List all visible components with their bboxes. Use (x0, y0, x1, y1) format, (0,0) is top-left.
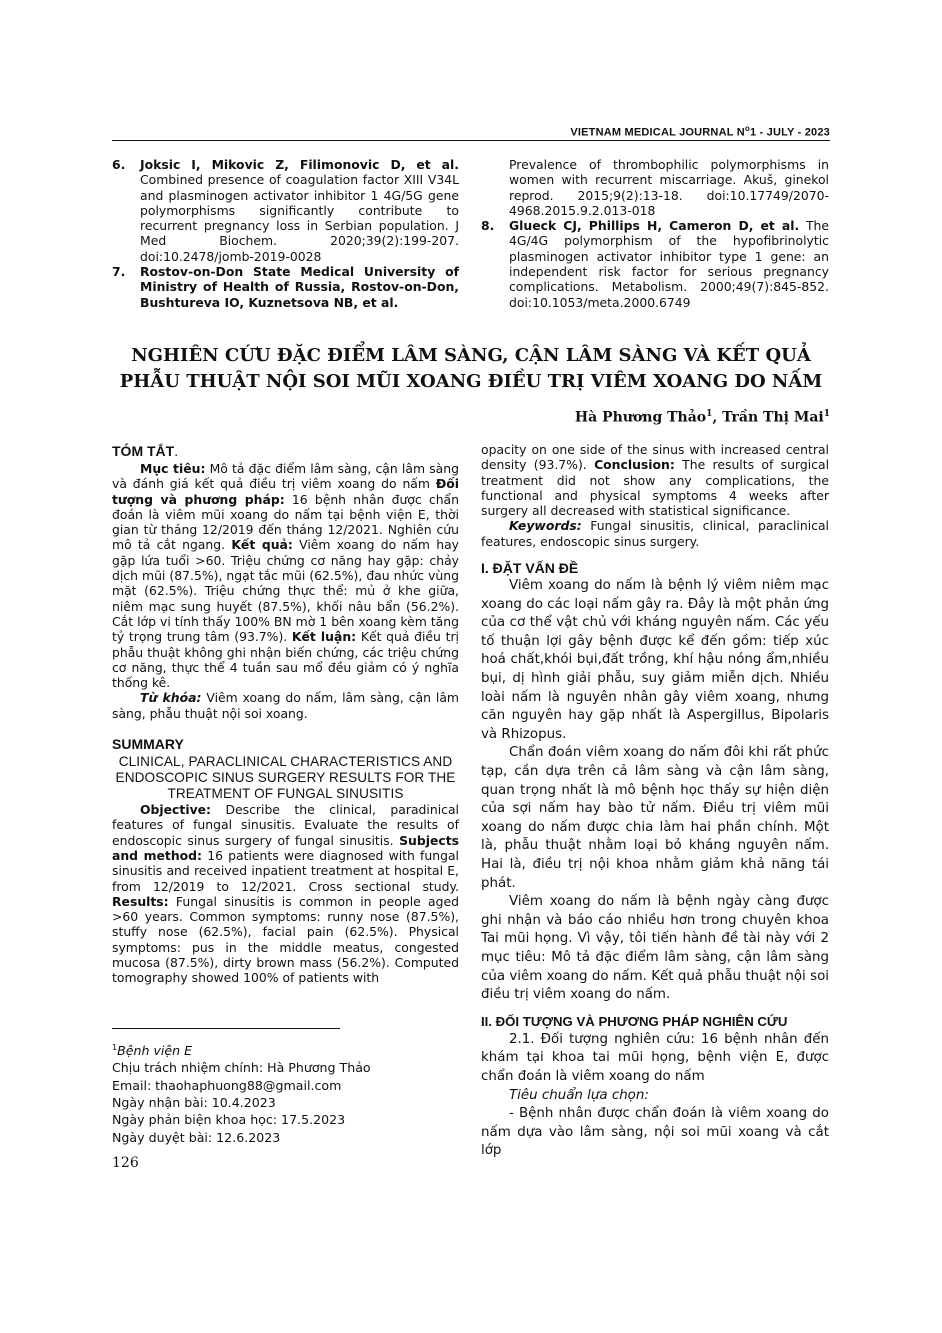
methods-text: 16 patients were diagnosed with fungal sinusitis and received inpatient treatment at hospital E, from 12/2019 to 12/2021. Cross sectional study. (112, 847, 459, 894)
results-label: Results: (112, 893, 169, 909)
section-1-paragraph: Viêm xoang do nấm là bệnh ngày càng được ghi nhận và báo cáo nhiều hơn trong chuyên khoa Tai mũi họng. Vì vậy, tôi tiến hành đề tài này với 2 mục tiêu: Mô tả đặc điểm lâm sàng, cận lâm sàng của viêm xoang do nấm. Kết quả phẫu thuật nội soi điều trị viêm xoang do nấm. (481, 894, 829, 1003)
footnote-reviewed: Ngày phản biện khoa học: 17.5.2023 (112, 1112, 346, 1128)
section-1-paragraph: Viêm xoang do nấm là bệnh lý viêm niêm mạc xoang do các loại nấm gây ra. Đây là một phản ứng của cơ thể vật chủ với kháng nguyên nấm. Các yếu tố thuận lợi gây bệnh được kể đến gồm: tiếp xúc hoá chất,khói bụi,đất trồng, khí hậu nóng ẩm,nhiều bụi, dị hình giải phẫu, suy giảm miễn dịch. Nhiều loài nấm là nguyên nhân gây viêm xoang, nhưng căn nguyên hay gặp nhất là Aspergillus, Bipolaris và Rhizopus. (481, 578, 829, 742)
abstract-vi-body (112, 461, 459, 690)
summary-heading: SUMMARY (112, 736, 184, 753)
methods-label: Đối tượng và phương pháp: (112, 476, 459, 507)
footnotes (112, 1039, 459, 1146)
author-name: Trần Thị Mai (722, 409, 824, 426)
objective-text: Describe the clinical, paradinical features of fungal sinusitis. Evaluate the results of endoscopic sinus surgery of fungal sinusitis. (112, 802, 459, 848)
methods-text: 16 bệnh nhân được chẩn đoán là viêm mũi xoang do nấm tại bệnh viện E, thời gian từ tháng 12/2019 đến tháng 12/2021. Nghiên cứu mô tả cắt ngang. (112, 491, 459, 553)
summary-title: CLINICAL, PARACLINICAL CHARACTERISTICS AND ENDOSCOPIC SINUS SURGERY RESULTS FOR THE TREATMENT OF FUNGAL SINUSITIS (115, 754, 456, 802)
heading-text: TÓM TẮT (112, 443, 175, 459)
results-label: Kết quả: (231, 537, 293, 553)
footnote-accepted: Ngày duyệt bài: 12.6.2023 (112, 1129, 281, 1145)
reference-number: 7. (112, 264, 126, 280)
methods-label: Subjects and method: (112, 832, 459, 863)
author-affiliation: 1 (823, 409, 830, 419)
results-continued: opacity on one side of the sinus with increased central density (93.7%). (481, 442, 829, 473)
objective-label: Objective: (140, 802, 212, 818)
affiliation-number: 1 (112, 1043, 118, 1052)
page-number: 126 (112, 1155, 139, 1171)
reference-number: 6. (112, 157, 126, 172)
running-header (112, 124, 830, 139)
selection-criteria-text: - Bệnh nhân được chẩn đoán là viêm xoang do nấm dựa vào lâm sàng, nội soi mũi xoang và cắt lớp (481, 1106, 829, 1159)
reference-authors: Joksic I, Mikovic Z, Filimonovic D, et al. (140, 157, 459, 172)
section-1-paragraph: Chẩn đoán viêm xoang do nấm đôi khi rất phức tạp, cần dựa trên cả lâm sàng và cận lâm sàng, quan trọng nhất là mô bệnh học thấy sự hiện diện của sợi nấm hay bào tử nấm. Điều trị viêm mũi xoang do nấm được chia làm hai phần chính. Một là, phẫu thuật nhằm loại bỏ kháng nguyên nấm. Hai là, điều trị nội khoa nhằm giảm khả năng tái phát. (481, 745, 829, 891)
summary-keywords (481, 518, 829, 549)
keywords-text: Viêm xoang do nấm, lâm sàng, cận lâm sàng, phẫu thuật nội soi xoang. (112, 690, 459, 721)
keywords-text: Fungal sinusitis, clinical, paraclinical features, endoscopic sinus surgery. (481, 518, 829, 549)
objective-text: Mô tả đặc điểm lâm sàng, cận lâm sàng và đánh giá kết quả điều trị viêm xoang do nấm (112, 461, 459, 492)
body-column (481, 442, 829, 1161)
article-authors (112, 409, 830, 426)
abstract-vi-heading (112, 442, 459, 460)
conclusion-label: Conclusion: (594, 457, 675, 473)
keywords-label: Từ khóa: (140, 690, 202, 706)
footnote-corresponding: Chịu trách nhiệm chính: Hà Phương Thảo (112, 1060, 371, 1076)
summary-body (112, 802, 459, 986)
footnote-rule (112, 1028, 340, 1029)
section-2-1-paragraph (481, 1031, 829, 1087)
conclusion-label: Kết luận: (291, 629, 357, 645)
conclusion-text: The results of surgical treatment did not show any complications, the functional and physical symptoms 4 weeks after surgery all decreased with statistical significance. (481, 457, 830, 519)
summary-continued (481, 442, 829, 518)
abstract-column (112, 442, 459, 986)
conclusion-text: Kết quả điều trị phẫu thuật không ghi nhận biến chứng, các triệu chứng cơ năng, thực thể 4 tuần sau mổ đều giảm có ý nghĩa thống kê. (112, 629, 459, 691)
subsection-label: 2.1. Đối tượng nghiên cứu: (509, 1031, 695, 1047)
issue-superscript: o (744, 124, 750, 133)
article-title (112, 343, 830, 395)
reference-item (481, 218, 829, 310)
affiliation-text: Bệnh viện E (117, 1043, 193, 1059)
header-rule (112, 140, 830, 141)
objective-label: Mục tiêu: (140, 461, 206, 476)
footnote-received: Ngày nhận bài: 10.4.2023 (112, 1095, 276, 1111)
reference-item (112, 157, 459, 264)
selection-criteria-heading: Tiêu chuẩn lựa chọn: (509, 1087, 649, 1103)
reference-text: Combined presence of coagulation factor XIII V34L and plasminogen activator inhibitor 1 4G/5G gene polymorphisms significantly contribute to recurrent pregnancy loss in Serbian population. J Med Biochem. 2020;39(2):199-207. doi:10.2478/jomb-2019-0028 (140, 172, 459, 264)
abstract-vi-keywords (112, 690, 459, 721)
references-left (112, 157, 459, 310)
keywords-label: Keywords: (509, 518, 582, 534)
results-text: Viêm xoang do nấm hay gặp lứa tuổi >60. Triệu chứng cơ năng hay gặp: chảy dịch mũi (87.5%), ngạt tắc mũi (62.5%), đau nhức vùng mặt (62.5%). Triệu chứng thực thể: mủ ở khe giữa, niêm mạc sung huyết (87.5%), khối nâu bẩn (56.2%). Cắt lớp vi tính thấy 100% BN mờ 1 bên xoang kèm tăng tỷ trọng trung tâm (93.7%). (112, 537, 460, 645)
footnote-affiliation (112, 1039, 459, 1059)
title-line-2: PHẪU THUẬT NỘI SOI MŨI XOANG ĐIỀU TRỊ VIÊM XOANG DO NẤM (119, 371, 823, 392)
journal-name: VIETNAM MEDICAL JOURNAL N (570, 126, 745, 139)
author-name: Hà Phương Thảo (574, 409, 707, 426)
section-1-heading: I. ĐẶT VẤN ĐỀ (481, 560, 579, 577)
results-text: Fungal sinusitis is common in people aged >60 years. Common symptoms: runny nose (87.5%), stuffy nose (62.5%), facial pain (62.5%). Physical symptoms: pus in the middle meatus, congested mucosa (87.5%), dirty brown mass (56.2%). Computed tomography showed 100% of patients with (112, 893, 459, 986)
author-affiliation: 1 (706, 409, 713, 419)
references-right (481, 157, 829, 310)
heading-dot: . (174, 443, 179, 459)
author-separator: , (712, 409, 723, 426)
reference-text: The 4G/4G polymorphism of the hypofibrinolytic plasminogen activator inhibitor type 1 gene: an independent risk factor for serious pregnancy complications. Metabolism. 2000;49(7):845-852. doi:10.1053/meta.2000.6749 (509, 218, 829, 310)
reference-authors: Glueck CJ, Phillips H, Cameron D, et al. (509, 218, 800, 234)
footnote-email: Email: thaohaphuong88@gmail.com (112, 1077, 342, 1093)
reference-item (112, 264, 459, 310)
reference-number: 8. (481, 218, 495, 234)
title-line-1: NGHIÊN CỨU ĐẶC ĐIỂM LÂM SÀNG, CẬN LÂM SÀNG VÀ KẾT QUẢ (131, 345, 811, 366)
reference-authors: Rostov-on-Don State Medical University of Ministry of Health of Russia, Rostov-on-Don, Bushtureva IO, Kuznetsova NB, et al. (140, 264, 459, 310)
section-2-heading: II. ĐỐI TƯỢNG VÀ PHƯƠNG PHÁP NGHIÊN CỨU (481, 1013, 788, 1029)
subsection-text: 16 bệnh nhân đến khám tại khoa tai mũi họng, bệnh viện E, được chẩn đoán là viêm xoang do nấm (481, 1031, 829, 1084)
issue-date: 1 - JULY - 2023 (749, 126, 830, 139)
reference-continuation: Prevalence of thrombophilic polymorphisms in women with recurrent miscarriage. Akuš, ginekol reprod. 2015;9(2):13-18. doi:10.17749/2070-4968.2015.9.2.013-018 (509, 157, 829, 218)
